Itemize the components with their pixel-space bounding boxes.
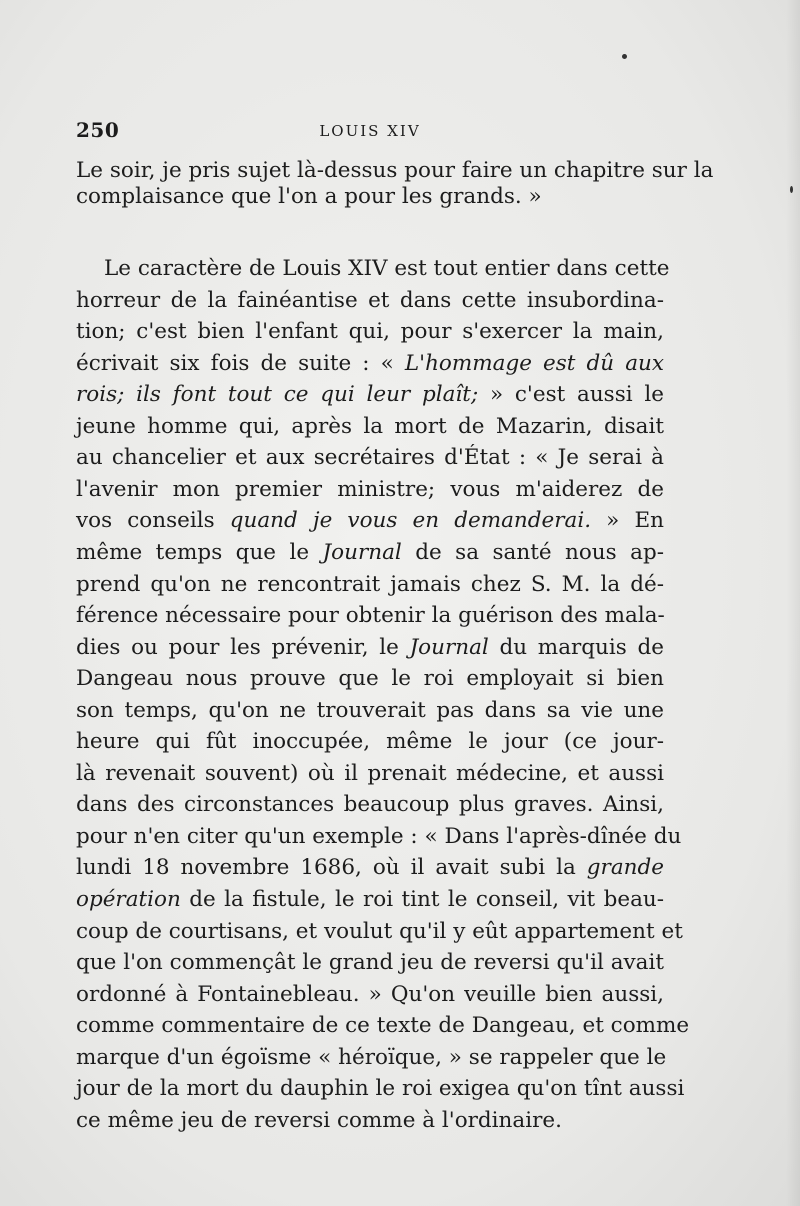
paragraph-line bbox=[76, 980, 664, 1010]
paragraph-line bbox=[76, 759, 664, 789]
paragraph-line bbox=[76, 506, 664, 536]
text-segment: écrivait six fois de suite : « bbox=[76, 350, 405, 376]
text-segment: » En bbox=[591, 508, 664, 534]
text-segment: coup de courtisans, et voulut qu'il y eût appartement et bbox=[76, 918, 683, 944]
page-header bbox=[76, 118, 664, 148]
paragraph-line bbox=[76, 1011, 690, 1041]
text-segment: tion; c'est bien l'enfant qui, pour s'exercer la main, bbox=[76, 319, 664, 345]
paragraph-line bbox=[76, 380, 664, 410]
text-segment: Le caractère de Louis XIV est tout entier dans cette bbox=[104, 256, 670, 281]
text-segment: marque d'un égoïsme « héroïque, » se rappeler que le bbox=[76, 1044, 667, 1070]
page-edge-shadow bbox=[786, 0, 800, 1206]
paragraph-line bbox=[76, 317, 664, 347]
paragraph-line bbox=[76, 853, 664, 883]
text-segment: vos conseils bbox=[76, 508, 230, 534]
paragraph-line bbox=[76, 664, 664, 694]
text-segment: heure qui fût inoccupée, même le jour (ce jour- bbox=[76, 729, 664, 755]
italic-text: opération bbox=[76, 887, 181, 912]
paragraph-line bbox=[76, 286, 664, 316]
italic-text: quand je vous en demanderai. bbox=[229, 508, 592, 534]
text-segment: du marquis de bbox=[488, 634, 664, 660]
text-segment: au chancelier et aux secrétaires d'État : « Je serai à bbox=[76, 445, 664, 471]
paragraph-line bbox=[76, 822, 682, 852]
italic-text: grande bbox=[586, 855, 664, 881]
paragraph-line bbox=[76, 948, 664, 978]
paragraph-line bbox=[76, 633, 664, 663]
paragraph-line bbox=[76, 412, 664, 442]
paragraph-line bbox=[104, 254, 670, 284]
text-segment: de sa santé nous ap- bbox=[401, 539, 664, 565]
quote-end-line: complaisance que l'on a pour les grands. » bbox=[76, 184, 542, 209]
page-number: 250 bbox=[76, 118, 120, 142]
text-segment: son temps, qu'on ne trouverait pas dans sa vie une bbox=[76, 697, 664, 723]
paragraph-line bbox=[76, 696, 664, 726]
italic-text: rois; ils font tout ce qui leur plaît; bbox=[76, 382, 479, 408]
text-segment: comme commentaire de ce texte de Dangeau, et comme bbox=[76, 1013, 690, 1039]
paragraph-line bbox=[76, 1043, 667, 1073]
italic-text: Journal bbox=[322, 539, 402, 565]
paragraph-line bbox=[76, 1106, 664, 1136]
text-segment: Dangeau nous prouve que le roi employait si bien bbox=[76, 666, 664, 692]
text-segment: de la fistule, le roi tint le conseil, vit beau- bbox=[180, 887, 664, 912]
text-segment: ordonné à Fontainebleau. » Qu'on veuille bien aussi, bbox=[76, 981, 664, 1007]
paragraph-line bbox=[76, 601, 664, 631]
text-segment: que l'on commençât le grand jeu de reversi qu'il avait bbox=[76, 950, 664, 976]
paragraph-line bbox=[76, 790, 664, 820]
paragraph-line bbox=[76, 443, 664, 473]
text-segment: horreur de la fainéantise et dans cette insubordina- bbox=[76, 287, 664, 313]
text-segment: férence nécessaire pour obtenir la guérison des mala- bbox=[76, 603, 665, 629]
text-segment: dans des circonstances beaucoup plus graves. Ainsi, bbox=[76, 792, 664, 818]
paragraph-line bbox=[76, 917, 683, 947]
text-segment: l'avenir mon premier ministre; vous m'aiderez de bbox=[76, 476, 664, 502]
text-segment: » c'est aussi le bbox=[478, 382, 664, 408]
ink-speck bbox=[790, 186, 793, 193]
text-segment: ce même jeu de reversi comme à l'ordinaire. bbox=[76, 1107, 562, 1133]
paragraph-line bbox=[76, 570, 664, 600]
italic-text: Journal bbox=[409, 634, 489, 660]
running-title: LOUIS XIV bbox=[319, 122, 421, 140]
text-segment: prend qu'on ne rencontrait jamais chez S. M. la dé- bbox=[76, 571, 664, 597]
paragraph-line bbox=[76, 727, 664, 757]
italic-text: L'hommage est dû aux bbox=[404, 350, 664, 376]
text-segment: là revenait souvent) où il prenait médecine, et aussi bbox=[76, 760, 664, 786]
paragraph-line bbox=[76, 885, 664, 915]
text-segment: jour de la mort du dauphin le roi exigea qu'on tînt aussi bbox=[76, 1076, 685, 1102]
paragraph-line bbox=[76, 538, 664, 568]
text-segment: dies ou pour les prévenir, le bbox=[76, 634, 410, 660]
text-segment: même temps que le bbox=[76, 539, 323, 565]
text-segment: lundi 18 novembre 1686, où il avait subi la bbox=[76, 855, 587, 881]
text-segment: jeune homme qui, après la mort de Mazarin, disait bbox=[76, 413, 664, 439]
paragraph-line bbox=[76, 1074, 685, 1104]
quote-end-line: Le soir, je pris sujet là-dessus pour faire un chapitre sur la bbox=[76, 158, 714, 183]
paragraph-line bbox=[76, 349, 664, 379]
ink-speck bbox=[622, 54, 627, 59]
paragraph-line bbox=[76, 475, 664, 505]
text-segment: pour n'en citer qu'un exemple : « Dans l'après-dînée du bbox=[76, 823, 682, 849]
